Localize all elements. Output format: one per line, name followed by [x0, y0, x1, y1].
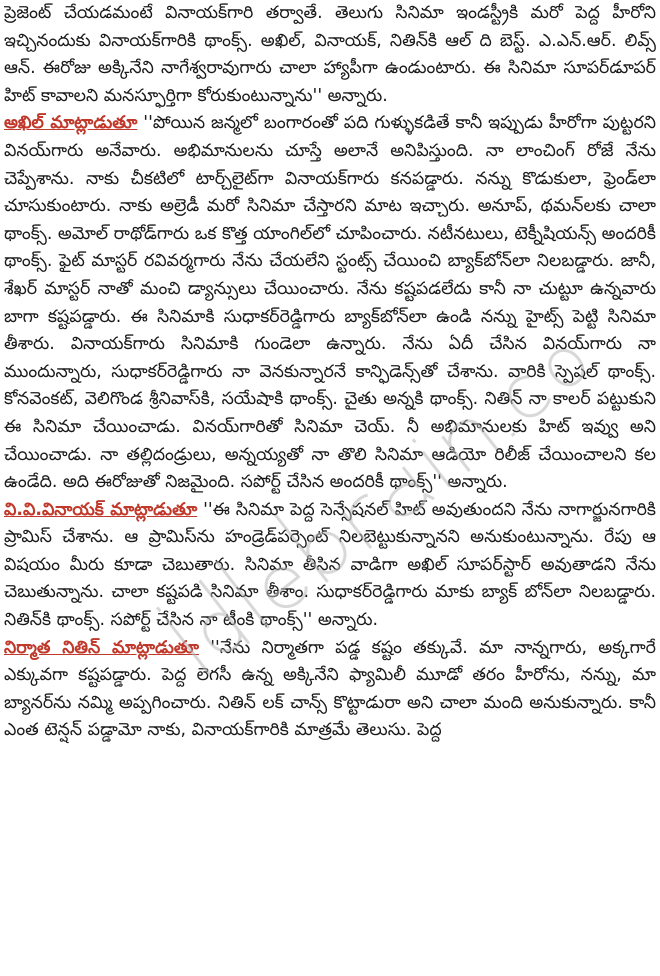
speaker-label-vinayak: వి.వి.వినాయక్ మాట్లాడుతూ — [4, 499, 198, 520]
paragraph-akhil-speech — [4, 110, 656, 496]
paragraph-text: ''నేను నిర్మాతగా పడ్డ కష్టం తక్కువే. మా నాన్నగారు, అక్కగారే ఎక్కువగా కష్టపడ్డారు. పెద్ద లెగసీ ఉన్న అక్కినేని ఫ్యామిలీ మూడో తరం హీరోను, నన్ను, మా బ్యానర్‌ను నమ్మి అప్పగించారు. నితిన్ లక్ చాన్స్ కొట్టాడురా అని చాలా మంది అనుకున్నారు. కానీ ఎంత టెన్షన్ పడ్డామో నాకు, వినాయక్‌గారికి మాత్రమే తెలుసు. పెద్ద — [4, 637, 656, 741]
speaker-label-akhil: అఖిల్ మాట్లాడుతూ — [4, 113, 138, 134]
paragraph-text: ప్రెజెంట్ చేయడమంటే వినాయక్‌గారి తర్వాతే. తెలుగు సినిమా ఇండస్ట్రీకి మరో పెద్ద హీరోని ఇచ్చినందుకు వినాయక్‌గారికి థాంక్స్. అఖిల్, వినాయక్, నితిన్‌కి ఆల్ ది బెస్ట్. ఎ.ఎన్.ఆర్. లివ్స్ ఆన్. ఈరోజు అక్కినేని నాగేశ్వరావుగారు చాలా హ్యాపీగా ఉండుంటారు. ఈ సినిమా సూపర్‌డూపర్ హిట్ కావాలని మనస్ఫూర్తిగా కోరుకుంటున్నాను'' అన్నారు. — [4, 3, 656, 106]
paragraph-vinayak-speech — [4, 497, 656, 635]
paragraph-text: ''ఈ సినిమా పెద్ద సెన్సేషనల్ హిట్ అవుతుందని నేను నాగార్జునగారికి ప్రామిస్ చేశాను. ఆ ప్రామిస్‌ను హండ్రెడ్‌పర్సెంట్ నిలబెట్టుకున్నానని అనుకుంటున్నాను. రేపు ఆ విషయం మీరు కూడా చెబుతారు. సినిమా తీసిన వాడిగా అఖిల్ సూపర్‌స్టార్ అవుతాడని నేను చెబుతున్నాను. చాలా కష్టపడి సినిమా తీశాం. సుధాకర్‌రెడ్డిగారు మాకు బ్యాక్ బోన్‌లా నిలబడ్డారు. నితిన్‌కి థాంక్స్. సపోర్ట్ చేసిన నా టీంకి థాంక్స్'' అన్నారు. — [4, 499, 656, 631]
paragraph-producer-speech — [4, 635, 656, 745]
paragraph-text: ''పోయిన జన్మలో బంగారంతో పది గుళ్ళుకడితే కానీ ఇప్పుడు హీరోగా పుట్టరని వినయ్‌గారు అనేవారు. అభిమానులను చూస్తే అలానే అనిపిస్తుంది. నా లాంచింగ్ రోజే నేను చెప్పేశాను. నాకు చీకటిలో టార్చ్‌లైట్‌గా వినాయక్‌గారు కనపడ్డారు. నన్ను కొడుకులా, ఫ్రెండ్‌లా చూసుకుంటారు. నాకు అల్రెడీ మరో సినిమా చేస్తారని మాట ఇచ్చారు. అనూప్, థమన్‌లకు చాలా థాంక్స్. అమోల్ రాథోడ్‌గారు ఒక కొత్త యాంగిల్‌లో చూపించారు. నటీనటులు, టెక్నీషియన్స్ అందరికీ థాంక్స్. ఫైట్ మాస్టర్ రవివర్మగారు నేను చేయలేని స్టంట్స్ చేయించి బ్యాక్‌బోన్‌లా నిలబడ్డారు. జానీ, శేఖర్ మాస్టర్ నాతో మంచి డ్యాన్సులు చేయించారు. నేను కష్టపడలేదు కానీ నా చుట్టూ ఉన్నవారు బాగా కష్టపడ్డారు. ఈ సినిమాకి సుధాకర్‌రెడ్డిగారు బ్యాక్‌బోన్‌లా ఉండి నన్ను హైట్స్ పెట్టి సినిమా తీశారు. వినాయక్‌గారు సినిమాకి గుండెలా ఉన్నారు. నేను ఏదీ చేసిన వినయ్‌గారు నా ముందున్నారు, సుధాకర్‌రెడ్డిగారు నా వెనకున్నారనే కాన్ఫిడెన్స్‌తో చేశాను. వారికి స్పెషల్ థాంక్స్. కోనవెంకట్, వెలిగొండ శ్రీనివాస్‌కి, సయేషాకి థాంక్స్. చైతు అన్నకి థాంక్స్. నితిన్ నా కాలర్ పట్టుకుని ఈ సినిమా చేయించాడు. వినయ్‌గారితో సినిమా చెయ్. నీ అభిమానులకు హిట్ ఇవ్వు అని చేయించాడు. నా తల్లిదండ్రులు, అన్నయ్యతో నా తొలి సినిమా ఆడియో రిలీజ్ చేయించాలని కల ఉండేది. అది ఈరోజుతో నిజమైంది. సపోర్ట్ చేసిన అందరికీ థాంక్స్'' అన్నారు. — [4, 113, 656, 493]
speaker-label-producer: నిర్మాత నితిన్ మాట్లాడుతూ — [4, 637, 200, 658]
article-page — [4, 0, 656, 976]
paragraph-intro-quote-end — [4, 0, 656, 110]
